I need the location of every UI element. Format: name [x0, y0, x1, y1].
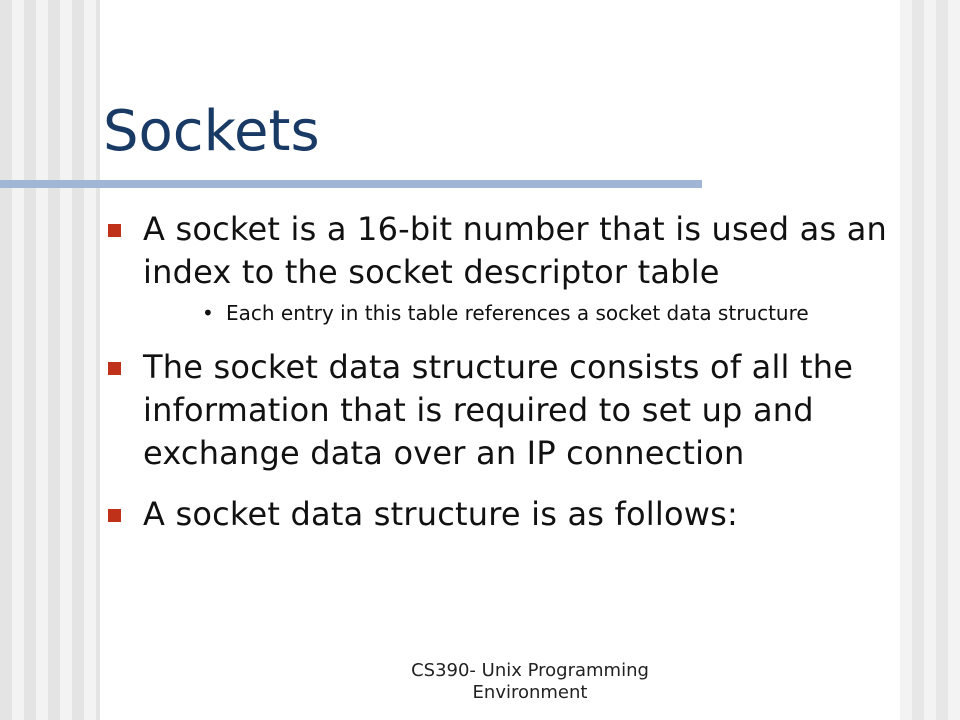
square-bullet-icon [108, 362, 121, 375]
footer-line: CS390- Unix Programming [411, 660, 649, 681]
square-bullet-icon [108, 509, 121, 522]
bullet-item [108, 493, 938, 536]
bullet-text: The socket data structure consists of all the information that is required to set up and exchange data over an IP connection [143, 348, 854, 472]
bullet-text: A socket is a 16-bit number that is used as an index to the socket descriptor table [143, 210, 888, 291]
bullet-item [108, 208, 938, 294]
bullet-item [108, 346, 938, 475]
slide-footer [380, 660, 680, 704]
dot-bullet-icon: • [202, 301, 214, 325]
slide-title: Sockets [103, 99, 320, 164]
footer-line: Environment [472, 682, 588, 703]
sub-bullet-text: Each entry in this table references a socket data structure [226, 301, 809, 325]
sub-bullet-item [108, 298, 938, 328]
background-stripes-left [0, 0, 100, 720]
title-divider [0, 180, 702, 188]
square-bullet-icon [108, 224, 121, 237]
slide-body [108, 208, 938, 536]
bullet-text: A socket data structure is as follows: [143, 495, 738, 533]
